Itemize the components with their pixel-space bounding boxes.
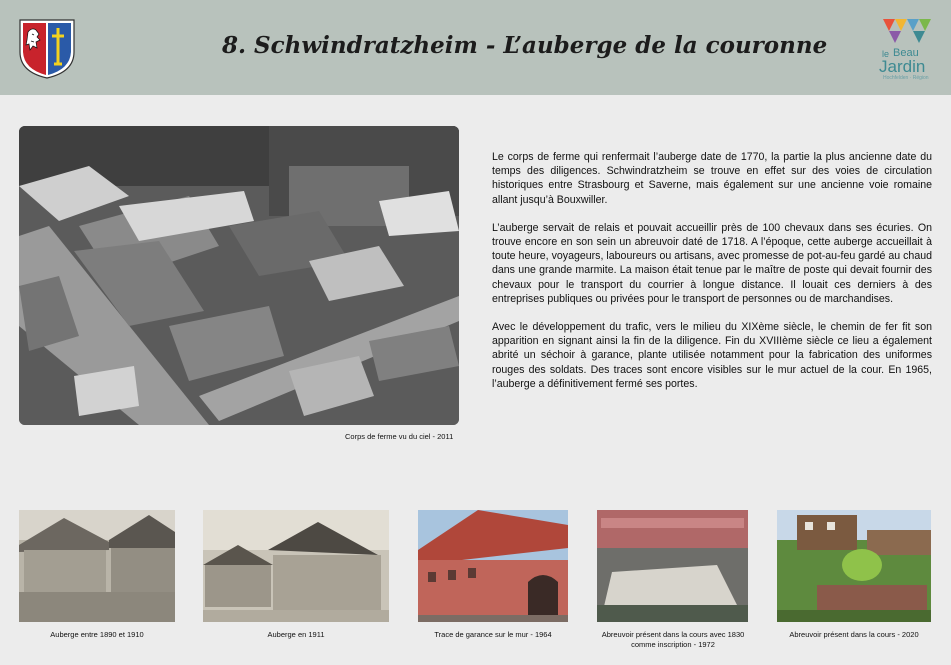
coat-of-arms-icon [18, 18, 76, 80]
thumbnail-1-caption: Auberge entre 1890 et 1910 [50, 630, 144, 639]
thumbnail-3-caption: Trace de garance sur le mur - 1964 [434, 630, 552, 639]
paragraph-2: L’auberge servait de relais et pouvait accueillir près de 100 chevaux dans ses écuries. On trouve encore en son sein un abreuvoir daté de 1718. A l’époque, cette auberge accueillait à toute heure, voyageurs, laboureurs ou artisans, avec promesse de pot-au-feu gardé au chaud dans une grande marmite. La maison était tenue par le maître de poste qui devait fournir des chevaux pour le transport du courrier à longue distance. Il louait ces derniers à des entreprises publiques ou privées pour le transport de personnes ou de marchandises. [492, 221, 932, 305]
thumbnail-2 [203, 510, 389, 622]
paragraph-1: Le corps de ferme qui renfermait l’auberge date de 1770, la partie la plus ancienne date du temps des diligences. Schwindratzheim se trouve en effet sur des voies de circulation historiques entre Strasbourg et Saverne, mais également sur une ancienne voie romaine allant jusqu’à Bouxwiller. [492, 151, 932, 206]
le-beau-jardin-logo [873, 17, 939, 81]
paragraph-3: Avec le développement du trafic, vers le milieu du XIXème siècle, le chemin de fer fit son apparition en signant ainsi la fin de la diligence. Fin du XVIIIème siècle ce lieu a également abrité un séchoir à garance, plante utilisée notamment pour la fabrication des uniformes rouges des soldats. Des traces sont encore visibles sur le mur actuel de la cour. En 1965, l’auberge a définitivement fermé ses portes. [492, 321, 932, 390]
thumbnail-1 [19, 510, 175, 622]
thumbnail-4-caption-line2: comme inscription - 1972 [631, 640, 715, 649]
thumbnail-5-caption: Abreuvoir présent dans la cours - 2020 [789, 630, 919, 639]
page-title: 8. Schwindratzheim - L’auberge de la couronne [222, 32, 828, 59]
logo-text-beau: Beau [893, 47, 919, 59]
logo-text-le: le [882, 49, 890, 59]
main-photo-caption: Corps de ferme vu du ciel - 2011 [345, 432, 454, 441]
aerial-photo [19, 126, 459, 425]
header-banner [0, 0, 951, 95]
logo-text-jardin: Jardin [879, 57, 926, 76]
thumbnail-4-caption [583, 630, 763, 650]
auberge-1911-image [203, 510, 389, 622]
thumbnail-2-caption: Auberge en 1911 [267, 630, 325, 639]
thumbnail-4-caption-line1: Abreuvoir présent dans la cours avec 1830 [601, 630, 745, 639]
logo-subtitle: Hochfelden · Région [883, 75, 929, 81]
thumbnail-4 [597, 510, 748, 622]
thumbnail-5 [777, 510, 931, 622]
body-text [492, 150, 932, 405]
thumbnail-3 [418, 510, 568, 622]
garance-wall-image [418, 510, 568, 622]
aerial-village-image [19, 126, 459, 425]
logo-mark-icon [873, 17, 939, 47]
auberge-1890-image [19, 510, 175, 622]
abreuvoir-2020-image [777, 510, 931, 622]
abreuvoir-1972-image [597, 510, 748, 622]
